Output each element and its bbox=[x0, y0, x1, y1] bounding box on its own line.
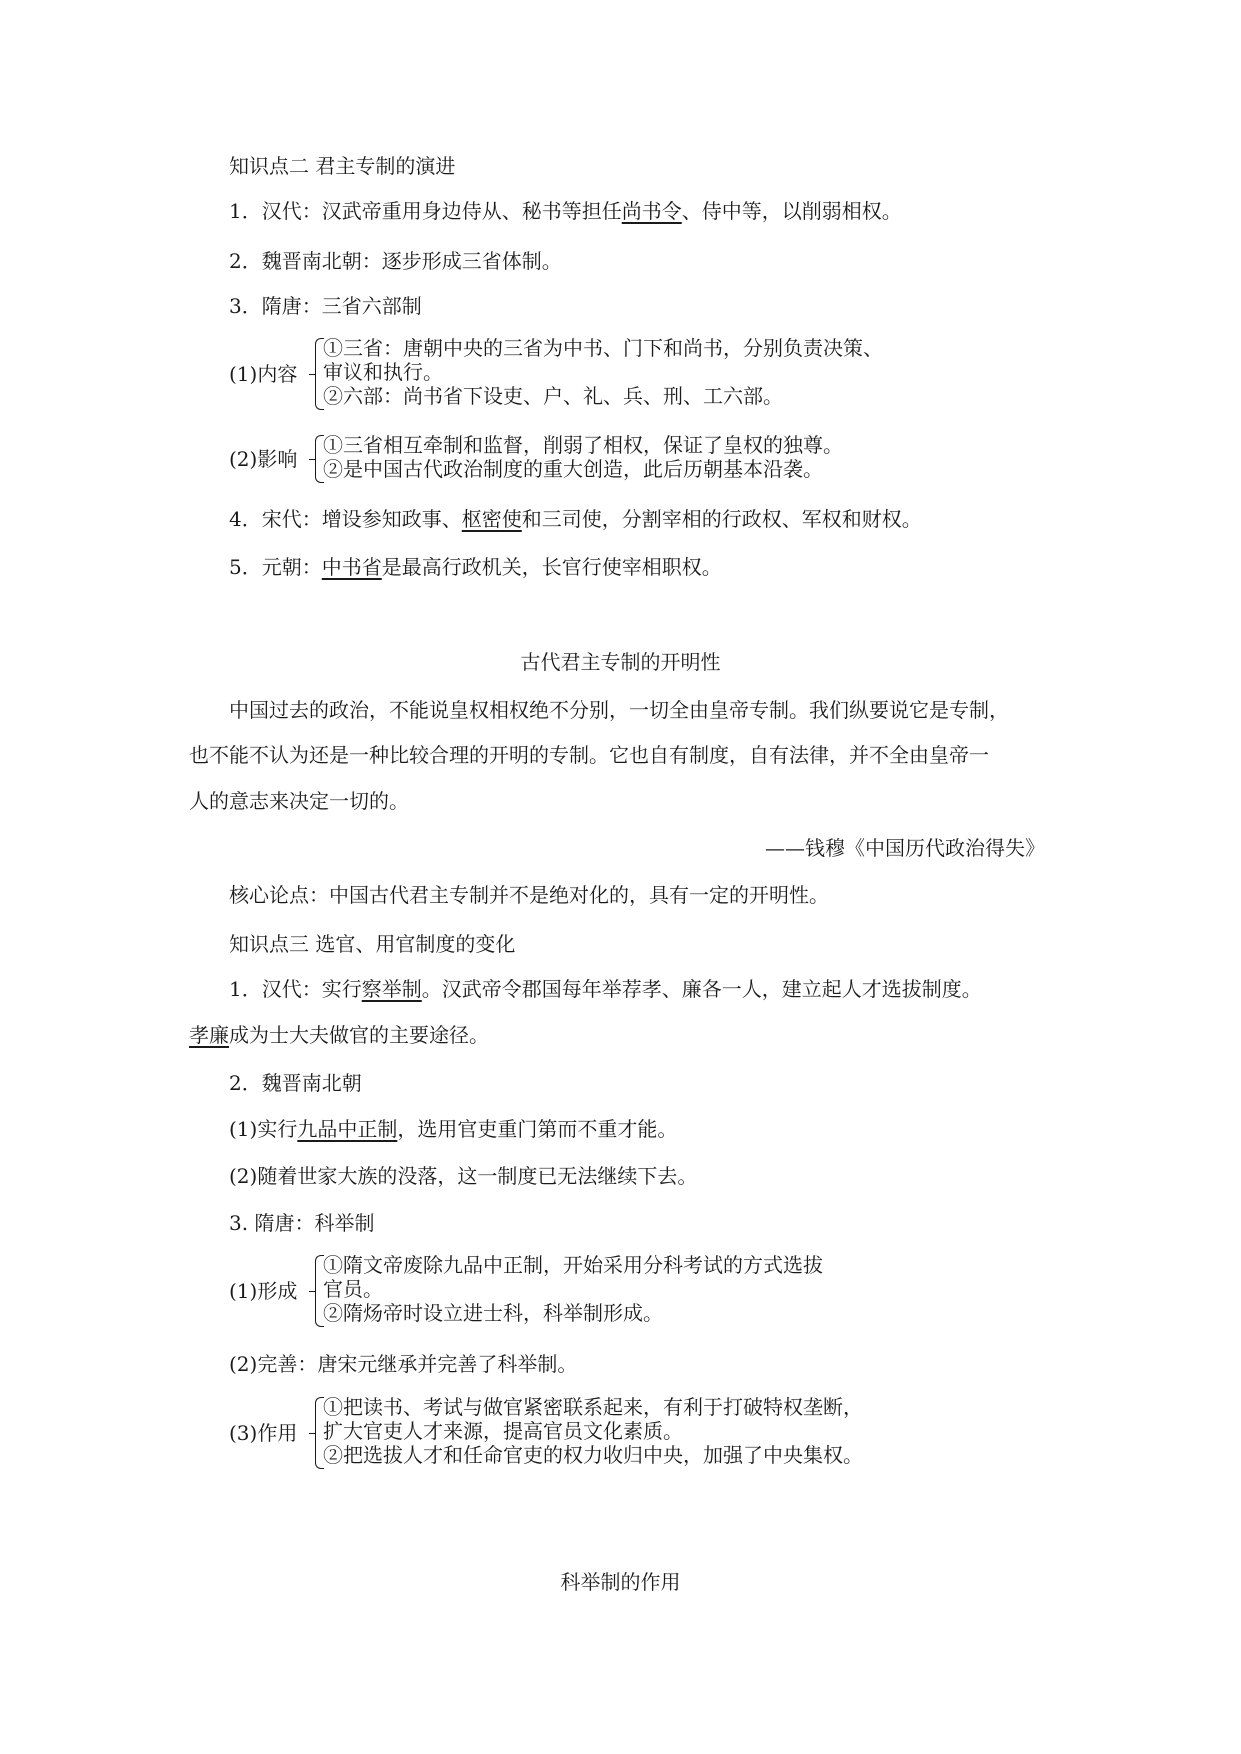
han-selection-line bbox=[229, 974, 982, 1004]
reading-paragraph-line: 中国过去的政治，不能说皇权相权绝不分别，一切全由皇帝专制。我们纵要说它是专制， bbox=[229, 698, 1009, 722]
bracket-line: ②把选拔人才和任命官吏的权力收归中央，加强了中央集权。 bbox=[323, 1443, 863, 1467]
effect-bracket-group bbox=[229, 433, 989, 485]
formation-bracket-group bbox=[229, 1253, 989, 1329]
underlined-term: 中书省 bbox=[321, 555, 382, 579]
bracket-label: (3)作用 bbox=[229, 1421, 298, 1445]
reading-paragraph-line: 也不能不认为还是一种比较合理的开明的专制。它也自有制度，自有法律，并不全由皇帝一 bbox=[189, 743, 989, 767]
bracket-line: ①三省：唐朝中央的三省为中书、门下和尚书，分别负责决策、 bbox=[323, 336, 883, 360]
bracket-line: ②六部：尚书省下设吏、户、礼、兵、刑、工六部。 bbox=[323, 384, 783, 408]
role-bracket-group bbox=[229, 1395, 989, 1471]
han-dynasty-line bbox=[229, 196, 902, 226]
bracket-line: 官员。 bbox=[323, 1277, 383, 1301]
bracket-line: ①把读书、考试与做官紧密联系起来，有利于打破特权垄断， bbox=[323, 1395, 863, 1419]
underlined-term: 孝廉 bbox=[189, 1023, 229, 1047]
text: 5．元朝： bbox=[229, 555, 322, 579]
bracket-line: ①三省相互牵制和监督，削弱了相权，保证了皇权的独尊。 bbox=[323, 433, 843, 457]
text: 成为士大夫做官的主要途径。 bbox=[229, 1023, 489, 1047]
han-selection-line-2 bbox=[189, 1020, 489, 1050]
text: 是最高行政机关，长官行使宰相职权。 bbox=[381, 555, 722, 579]
text: 。汉武帝令郡国每年举荐孝、廉各一人，建立起人才选拔制度。 bbox=[421, 977, 982, 1001]
yuan-dynasty-line bbox=[229, 552, 722, 582]
bracket-label: (1)形成 bbox=[229, 1279, 298, 1303]
section-heading-3: 知识点三 选官、用官制度的变化 bbox=[229, 932, 516, 956]
section-heading-2: 知识点二 君主专制的演进 bbox=[229, 154, 456, 178]
underlined-term: 九品中正制 bbox=[297, 1117, 398, 1141]
text: 、侍中等，以削弱相权。 bbox=[681, 199, 902, 223]
keju-line: 3. 隋唐：科举制 bbox=[229, 1211, 375, 1235]
text: ，选用官吏重门第而不重才能。 bbox=[397, 1117, 678, 1141]
decline-line: (2)随着世家大族的没落，这一制度已无法继续下去。 bbox=[229, 1164, 698, 1188]
nine-rank-line bbox=[229, 1114, 677, 1144]
bracket-label: (2)影响 bbox=[229, 447, 298, 471]
text: 1．汉代：实行 bbox=[229, 977, 362, 1001]
text: (1)实行 bbox=[229, 1117, 298, 1141]
underlined-term: 枢密使 bbox=[461, 507, 522, 531]
bracket-line: ②是中国古代政治制度的重大创造，此后历朝基本沿袭。 bbox=[323, 457, 823, 481]
bracket-line: 审议和执行。 bbox=[323, 360, 443, 384]
text: 和三司使，分割宰相的行政权、军权和财权。 bbox=[521, 507, 922, 531]
reading-source: ——钱穆《中国历代政治得失》 bbox=[765, 836, 1045, 860]
text: 1．汉代：汉武帝重用身边侍从、秘书等担任 bbox=[229, 199, 622, 223]
bracket-line: ②隋炀帝时设立进士科，科举制形成。 bbox=[323, 1301, 663, 1325]
reading-title: 古代君主专制的开明性 bbox=[520, 650, 721, 674]
bracket-line: ①隋文帝废除九品中正制，开始采用分科考试的方式选拔 bbox=[323, 1253, 823, 1277]
wei-jin-selection-line: 2．魏晋南北朝 bbox=[229, 1071, 362, 1095]
bracket-line: 扩大官吏人才来源，提高官员文化素质。 bbox=[323, 1419, 683, 1443]
bracket-label: (1)内容 bbox=[229, 362, 298, 386]
perfection-line: (2)完善：唐宋元继承并完善了科举制。 bbox=[229, 1352, 578, 1376]
content-bracket-group bbox=[229, 336, 989, 412]
keju-role-title: 科举制的作用 bbox=[560, 1570, 681, 1594]
song-dynasty-line bbox=[229, 504, 922, 534]
core-argument: 核心论点：中国古代君主专制并不是绝对化的，具有一定的开明性。 bbox=[229, 883, 829, 907]
sui-tang-line: 3．隋唐：三省六部制 bbox=[229, 294, 422, 318]
underlined-term: 察举制 bbox=[361, 977, 422, 1001]
wei-jin-line: 2．魏晋南北朝：逐步形成三省体制。 bbox=[229, 249, 562, 273]
text: 4．宋代：增设参知政事、 bbox=[229, 507, 462, 531]
underlined-term: 尚书令 bbox=[621, 199, 682, 223]
reading-paragraph-line: 人的意志来决定一切的。 bbox=[189, 789, 409, 813]
